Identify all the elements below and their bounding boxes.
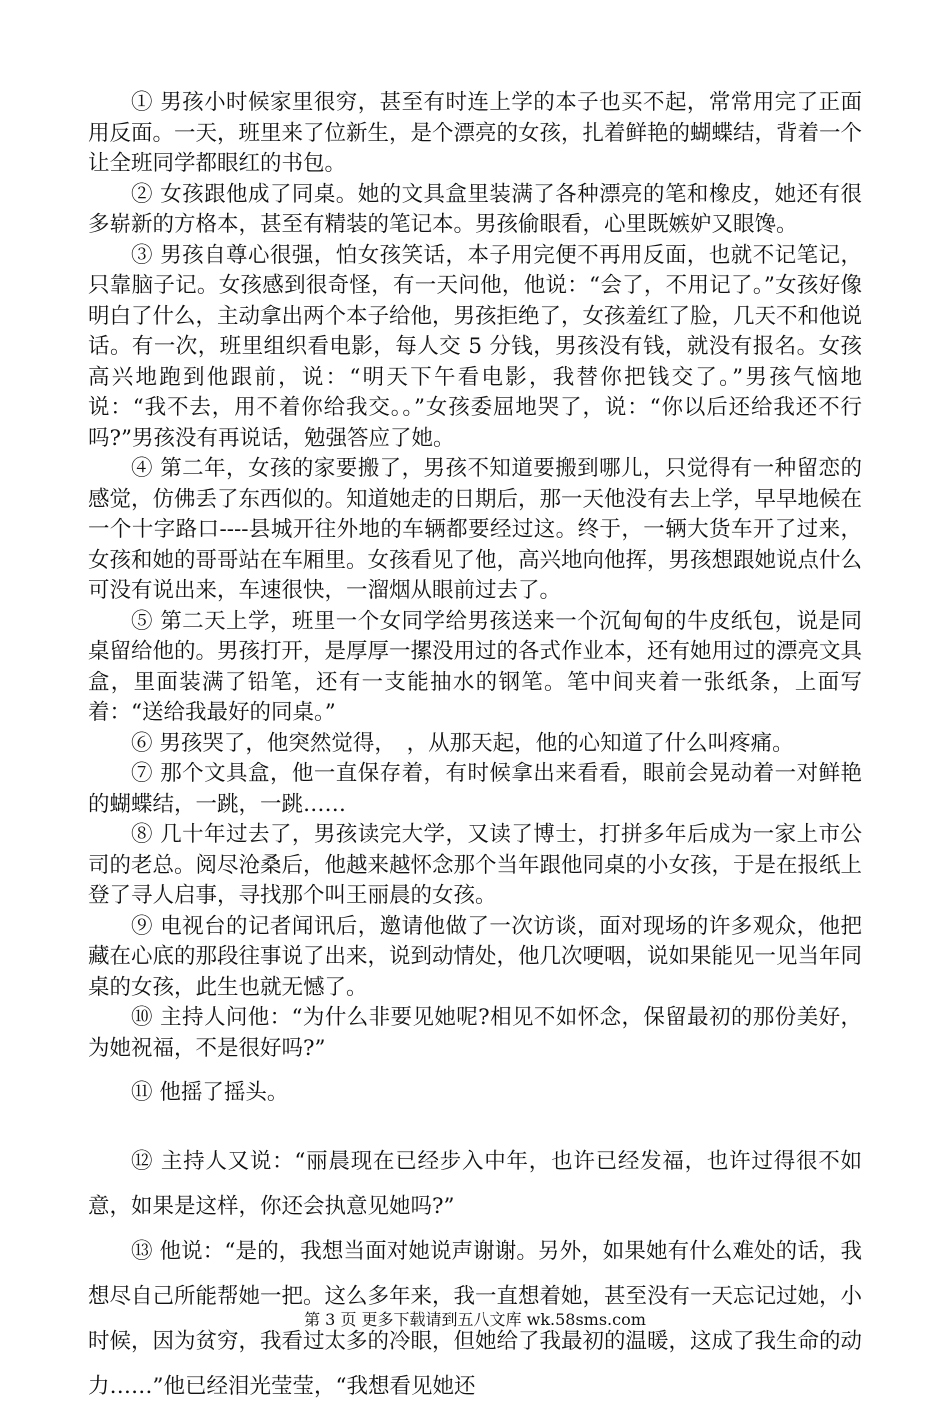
document-body — [88, 88, 862, 1409]
paragraph-3: ③ 男孩自尊心很强，怕女孩笑话，本子用完便不再用反面，也就不记笔记，只靠脑子记。女孩感到很奇怪，有一天问他，他说：“会了，不用记了。”女孩好像明白了什么，主动拿出两个本子给他，男孩拒绝了，女孩羞红了脸，几天不和他说话。有一次，班里组织看电影，每人交 5 分钱，男孩没有钱，就没有报名。女孩高兴地跑到他跟前，说：“明天下午看电影，我替你把钱交了。”男孩气恼地说：“我不去，用不着你给我交。。”女孩委屈地哭了，说：“你以后还给我还不行吗?”男孩没有再说话，勉强答应了她。 — [88, 242, 863, 451]
paragraph-1: ① 男孩小时候家里很穷，甚至有时连上学的本子也买不起，常常用完了正面用反面。一天，班里来了位新生，是个漂亮的女孩，扎着鲜艳的蝴蝶结，背着一个让全班同学都眼红的书包。 — [88, 90, 863, 176]
paragraph-10: ⑩ 主持人问他：“为什么非要见她呢?相见不如怀念，保留最初的那份美好，为她祝福，不是很好吗?” — [88, 1005, 862, 1061]
paragraph-12: ⑫ 主持人又说：“丽晨现在已经步入中年，也许已经发福，也许过得很不如意，如果是这样，你还会执意见她吗?” — [88, 1148, 862, 1219]
paragraph-4: ④ 第二年，女孩的家要搬了，男孩不知道要搬到哪儿，只觉得有一种留恋的感觉，仿佛丢了东西似的。知道她走的日期后，那一天他没有去上学，早早地候在一个十字路口----县城开往外地的车辆都要经过这。终于，一辆大货车开了过来，女孩和她的哥哥站在车厢里。女孩看见了他，高兴地向他挥，男孩想跟她说点什么可没有说出来，车速很快，一溜烟从眼前过去了。 — [88, 456, 863, 603]
paragraph-11: ⑪ 他摇了摇头。 — [131, 1080, 289, 1105]
paragraph-8: ⑧ 几十年过去了，男孩读完大学，又读了博士，打拼多年后成为一家上市公司的老总。阅尽沧桑后，他越来越怀念那个当年跟他同桌的小女孩，于是在报纸上登了寻人启事，寻找那个叫王丽晨的女孩。 — [88, 822, 863, 908]
paragraph-7: ⑦ 那个文具盒，他一直保存着，有时候拿出来看看，眼前会晃动着一对鲜艳的蝴蝶结，一跳，一跳…… — [88, 761, 862, 817]
paragraph-9: ⑨ 电视台的记者闻讯后，邀请他做了一次访谈，面对现场的许多观众，他把藏在心底的那段往事说了出来，说到动情处，他几次哽咽，说如果能见一见当年同桌的女孩，此生也就无憾了。 — [88, 913, 863, 1000]
paragraph-2: ② 女孩跟他成了同桌。她的文具盒里装满了各种漂亮的笔和橡皮，她还有很多崭新的方格本，甚至有精装的笔记本。男孩偷眼看，心里既嫉妒又眼馋。 — [88, 181, 862, 237]
paragraph-13: ⑬ 他说：“是的，我想当面对她说声谢谢。另外，如果她有什么难处的话，我想尽自己所能帮她一把。这么多年来，我一直想着她，甚至没有一天忘记过她，小时候，因为贫穷，我看过太多的冷眼，但她给了我最初的温暖，这成了我生命的动力……”他已经泪光莹莹，“我想看见她还 — [88, 1238, 863, 1399]
page-footer: 第 3 页 更多下载请到五八文库 wk.58sms.com — [304, 1310, 646, 1329]
paragraph-6: ⑥ 男孩哭了，他突然觉得， ，从那天起，他的心知道了什么叫疼痛。 — [131, 730, 794, 756]
paragraph-5: ⑤ 第二天上学，班里一个女同学给男孩送来一个沉甸甸的牛皮纸包，说是同桌留给他的。男孩打开，是厚厚一摞没用过的各式作业本，还有她用过的漂亮文具盒，里面装满了铅笔，还有一支能抽水的钢笔。笔中间夹着一张纸条，上面写着：“送给我最好的同桌。” — [88, 608, 863, 725]
